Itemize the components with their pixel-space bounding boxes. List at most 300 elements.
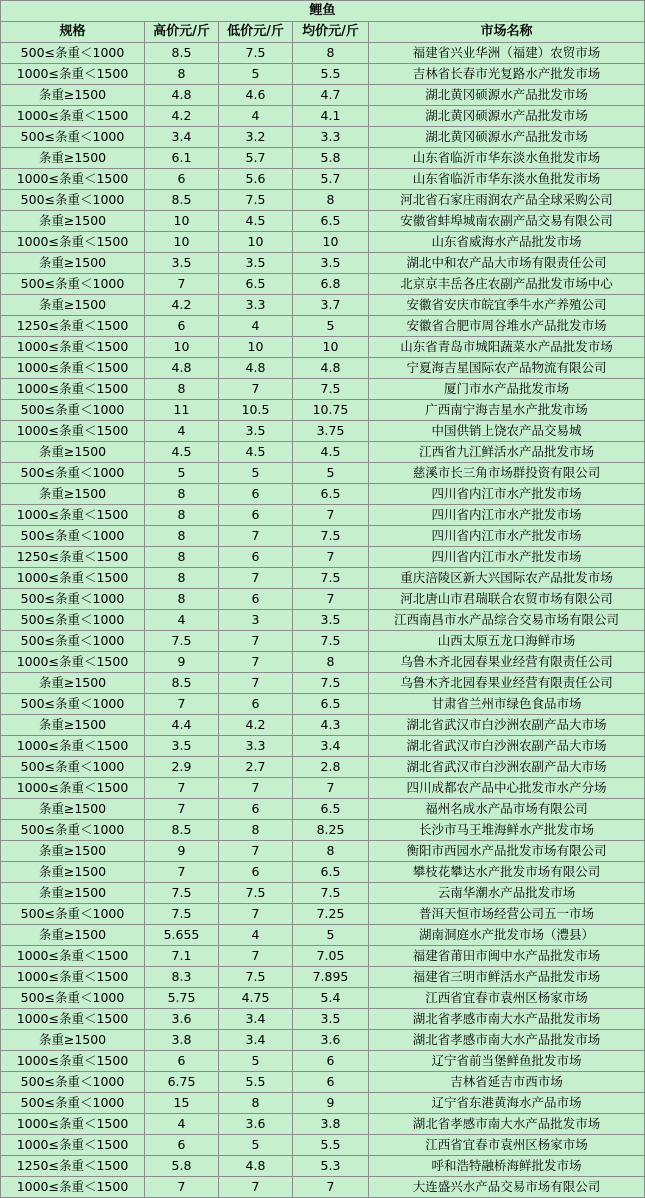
low-price-cell: 5 [219,1051,293,1072]
high-price-cell: 8 [145,568,219,589]
avg-price-cell: 7 [293,505,369,526]
high-price-cell: 8 [145,505,219,526]
avg-price-cell: 3.8 [293,1114,369,1135]
market-name-cell: 乌鲁木齐北园春果业经营有限责任公司 [369,673,645,694]
table-row [1,358,645,379]
avg-price-cell: 8 [293,841,369,862]
low-price-cell: 6 [219,505,293,526]
spec-cell: 500≤条重＜1000 [1,400,145,421]
low-price-cell: 7 [219,526,293,547]
market-name-cell: 山东省青岛市城阳蔬菜水产品批发市场 [369,337,645,358]
table-row [1,715,645,736]
avg-price-cell: 3.75 [293,421,369,442]
spec-cell: 500≤条重＜1000 [1,820,145,841]
low-price-cell: 4.8 [219,358,293,379]
high-price-cell: 8.3 [145,967,219,988]
market-name-cell: 湖南洞庭水产批发市场（澧县） [369,925,645,946]
high-price-cell: 8.5 [145,190,219,211]
avg-price-cell: 7 [293,1177,369,1198]
table-row [1,442,645,463]
low-price-cell: 2.7 [219,757,293,778]
header-row [1,22,645,43]
table-row [1,1051,645,1072]
low-price-cell: 7 [219,673,293,694]
avg-price-cell: 3.5 [293,1009,369,1030]
market-name-cell: 福建省兴业华洲（福建）农贸市场 [369,43,645,64]
spec-cell: 1000≤条重＜1500 [1,946,145,967]
market-name-cell: 湖北省孝感市南大水产品批发市场 [369,1030,645,1051]
spec-cell: 1000≤条重＜1500 [1,568,145,589]
avg-price-cell: 9 [293,1093,369,1114]
table-row [1,694,645,715]
high-price-cell: 8.5 [145,43,219,64]
low-price-cell: 3.5 [219,253,293,274]
table-row [1,337,645,358]
header-low-price: 低价元/斤 [219,22,293,43]
spec-cell: 1000≤条重＜1500 [1,505,145,526]
low-price-cell: 7.5 [219,967,293,988]
table-row [1,862,645,883]
market-name-cell: 四川省内江市水产批发市场 [369,484,645,505]
high-price-cell: 5.8 [145,1156,219,1177]
avg-price-cell: 10.75 [293,400,369,421]
low-price-cell: 7 [219,841,293,862]
header-high-price: 高价元/斤 [145,22,219,43]
table-row [1,652,645,673]
avg-price-cell: 6.8 [293,274,369,295]
avg-price-cell: 7.5 [293,883,369,904]
table-row [1,421,645,442]
low-price-cell: 3.2 [219,127,293,148]
spec-cell: 条重≥1500 [1,484,145,505]
avg-price-cell: 6 [293,1051,369,1072]
low-price-cell: 6.5 [219,274,293,295]
market-name-cell: 慈溪市长三角市场群投资有限公司 [369,463,645,484]
market-name-cell: 湖北黄冈硕源水产品批发市场 [369,85,645,106]
spec-cell: 1000≤条重＜1500 [1,421,145,442]
low-price-cell: 7 [219,631,293,652]
spec-cell: 500≤条重＜1000 [1,1072,145,1093]
high-price-cell: 8 [145,547,219,568]
market-name-cell: 厦门市水产品批发市场 [369,379,645,400]
low-price-cell: 7 [219,1177,293,1198]
market-name-cell: 宁夏海吉星国际农产品物流有限公司 [369,358,645,379]
high-price-cell: 4 [145,421,219,442]
low-price-cell: 8 [219,820,293,841]
avg-price-cell: 5 [293,925,369,946]
high-price-cell: 7 [145,799,219,820]
market-name-cell: 江西南昌市水产品综合交易市场有限公司 [369,610,645,631]
avg-price-cell: 6 [293,1072,369,1093]
market-name-cell: 安徽省蚌埠城南农副产品交易有限公司 [369,211,645,232]
table-row [1,64,645,85]
avg-price-cell: 10 [293,337,369,358]
low-price-cell: 5 [219,463,293,484]
market-name-cell: 吉林省延吉市西市场 [369,1072,645,1093]
spec-cell: 1250≤条重＜1500 [1,547,145,568]
spec-cell: 500≤条重＜1000 [1,1093,145,1114]
table-row [1,1009,645,1030]
low-price-cell: 3.4 [219,1030,293,1051]
spec-cell: 1000≤条重＜1500 [1,1114,145,1135]
spec-cell: 500≤条重＜1000 [1,463,145,484]
spec-cell: 条重≥1500 [1,799,145,820]
spec-cell: 1000≤条重＜1500 [1,1177,145,1198]
high-price-cell: 3.5 [145,253,219,274]
market-name-cell: 河北唐山市君瑞联合农贸市场有限公司 [369,589,645,610]
table-row [1,568,645,589]
spec-cell: 1000≤条重＜1500 [1,1135,145,1156]
market-name-cell: 四川省内江市水产批发市场 [369,505,645,526]
avg-price-cell: 5.7 [293,169,369,190]
spec-cell: 条重≥1500 [1,253,145,274]
avg-price-cell: 2.8 [293,757,369,778]
market-name-cell: 江西省宜春市袁州区杨家市场 [369,1135,645,1156]
market-name-cell: 山东省威海水产品批发市场 [369,232,645,253]
low-price-cell: 5.6 [219,169,293,190]
high-price-cell: 4.5 [145,442,219,463]
high-price-cell: 5.655 [145,925,219,946]
low-price-cell: 4.5 [219,442,293,463]
market-name-cell: 重庆涪陵区新大兴国际农产品批发市场 [369,568,645,589]
low-price-cell: 8 [219,1093,293,1114]
market-name-cell: 四川省内江市水产批发市场 [369,547,645,568]
avg-price-cell: 5.5 [293,64,369,85]
table-row [1,484,645,505]
table-row [1,43,645,64]
market-name-cell: 湖北省孝感市南大水产品批发市场 [369,1114,645,1135]
header-avg-price: 均价元/斤 [293,22,369,43]
market-name-cell: 辽宁省东港黄海水产品市场 [369,1093,645,1114]
spec-cell: 1250≤条重＜1500 [1,1156,145,1177]
market-name-cell: 广西南宁海吉星水产批发市场 [369,400,645,421]
avg-price-cell: 10 [293,232,369,253]
market-name-cell: 北京京丰岳各庄农副产品批发市场中心 [369,274,645,295]
low-price-cell: 6 [219,589,293,610]
table-row [1,400,645,421]
table-row [1,967,645,988]
avg-price-cell: 4.1 [293,106,369,127]
avg-price-cell: 7.895 [293,967,369,988]
avg-price-cell: 7 [293,589,369,610]
spec-cell: 条重≥1500 [1,85,145,106]
low-price-cell: 5.5 [219,1072,293,1093]
avg-price-cell: 8.25 [293,820,369,841]
low-price-cell: 7 [219,778,293,799]
high-price-cell: 4 [145,1114,219,1135]
high-price-cell: 7 [145,778,219,799]
table-row [1,631,645,652]
high-price-cell: 7.5 [145,904,219,925]
spec-cell: 500≤条重＜1000 [1,190,145,211]
spec-cell: 500≤条重＜1000 [1,757,145,778]
table-row [1,127,645,148]
market-name-cell: 湖北省武汉市白沙洲农副产品大市场 [369,757,645,778]
avg-price-cell: 3.7 [293,295,369,316]
market-name-cell: 湖北省武汉市白沙洲农副产品大市场 [369,715,645,736]
high-price-cell: 3.8 [145,1030,219,1051]
market-name-cell: 湖北中和农产品大市场有限责任公司 [369,253,645,274]
high-price-cell: 8 [145,64,219,85]
spec-cell: 500≤条重＜1000 [1,988,145,1009]
table-row [1,1177,645,1198]
low-price-cell: 5 [219,64,293,85]
avg-price-cell: 5.5 [293,1135,369,1156]
avg-price-cell: 7.5 [293,526,369,547]
high-price-cell: 7 [145,1177,219,1198]
high-price-cell: 4.8 [145,85,219,106]
market-name-cell: 云南华潮水产品批发市场 [369,883,645,904]
high-price-cell: 8 [145,526,219,547]
high-price-cell: 6 [145,1051,219,1072]
high-price-cell: 15 [145,1093,219,1114]
avg-price-cell: 7.25 [293,904,369,925]
table-row [1,673,645,694]
avg-price-cell: 7 [293,778,369,799]
high-price-cell: 6.75 [145,1072,219,1093]
spec-cell: 500≤条重＜1000 [1,43,145,64]
high-price-cell: 7.1 [145,946,219,967]
market-name-cell: 安徽省合肥市周谷堆水产品批发市场 [369,316,645,337]
spec-cell: 1000≤条重＜1500 [1,967,145,988]
spec-cell: 1250≤条重＜1500 [1,316,145,337]
table-body [1,43,645,1198]
high-price-cell: 3.5 [145,736,219,757]
market-name-cell: 衡阳市西园水产品批发市场有限公司 [369,841,645,862]
avg-price-cell: 4.3 [293,715,369,736]
avg-price-cell: 6.5 [293,694,369,715]
spec-cell: 1000≤条重＜1500 [1,778,145,799]
high-price-cell: 6.1 [145,148,219,169]
low-price-cell: 6 [219,484,293,505]
avg-price-cell: 5.8 [293,148,369,169]
avg-price-cell: 8 [293,43,369,64]
spec-cell: 1000≤条重＜1500 [1,232,145,253]
table-row [1,274,645,295]
market-name-cell: 湖北省武汉市白沙洲农副产品大市场 [369,736,645,757]
low-price-cell: 3.6 [219,1114,293,1135]
market-name-cell: 湖北省孝感市南大水产品批发市场 [369,1009,645,1030]
table-row [1,190,645,211]
low-price-cell: 10 [219,232,293,253]
high-price-cell: 10 [145,232,219,253]
spec-cell: 条重≥1500 [1,925,145,946]
high-price-cell: 7 [145,862,219,883]
low-price-cell: 4 [219,925,293,946]
spec-cell: 500≤条重＜1000 [1,127,145,148]
low-price-cell: 4.6 [219,85,293,106]
spec-cell: 1000≤条重＜1500 [1,1051,145,1072]
avg-price-cell: 7.5 [293,673,369,694]
table-row [1,379,645,400]
table-row [1,526,645,547]
market-name-cell: 湖北黄冈硕源水产品批发市场 [369,106,645,127]
low-price-cell: 5 [219,1135,293,1156]
spec-cell: 500≤条重＜1000 [1,631,145,652]
high-price-cell: 8.5 [145,820,219,841]
market-name-cell: 安徽省安庆市皖宜季牛水产养殖公司 [369,295,645,316]
low-price-cell: 10.5 [219,400,293,421]
high-price-cell: 3.4 [145,127,219,148]
table-row [1,841,645,862]
avg-price-cell: 5.4 [293,988,369,1009]
table-row [1,1093,645,1114]
table-row [1,610,645,631]
table-row [1,253,645,274]
market-name-cell: 乌鲁木齐北园春果业经营有限责任公司 [369,652,645,673]
high-price-cell: 10 [145,337,219,358]
spec-cell: 条重≥1500 [1,841,145,862]
table-row [1,106,645,127]
high-price-cell: 8.5 [145,673,219,694]
avg-price-cell: 4.8 [293,358,369,379]
table-row [1,1030,645,1051]
table-row [1,1114,645,1135]
high-price-cell: 6 [145,169,219,190]
high-price-cell: 3.6 [145,1009,219,1030]
high-price-cell: 8 [145,484,219,505]
avg-price-cell: 3.5 [293,253,369,274]
spec-cell: 1000≤条重＜1500 [1,1009,145,1030]
avg-price-cell: 6.5 [293,484,369,505]
avg-price-cell: 3.5 [293,610,369,631]
spec-cell: 条重≥1500 [1,442,145,463]
market-name-cell: 山东省临沂市华东淡水鱼批发市场 [369,169,645,190]
market-name-cell: 辽宁省前当堡鲜鱼批发市场 [369,1051,645,1072]
spec-cell: 条重≥1500 [1,715,145,736]
spec-cell: 500≤条重＜1000 [1,274,145,295]
low-price-cell: 6 [219,694,293,715]
spec-cell: 500≤条重＜1000 [1,694,145,715]
low-price-cell: 6 [219,547,293,568]
low-price-cell: 6 [219,799,293,820]
spec-cell: 1000≤条重＜1500 [1,64,145,85]
high-price-cell: 6 [145,316,219,337]
spec-cell: 条重≥1500 [1,211,145,232]
market-name-cell: 中国供销上饶农产品交易城 [369,421,645,442]
table-row [1,988,645,1009]
high-price-cell: 7 [145,274,219,295]
table-row [1,883,645,904]
low-price-cell: 3.3 [219,736,293,757]
high-price-cell: 4 [145,610,219,631]
low-price-cell: 7 [219,568,293,589]
spec-cell: 500≤条重＜1000 [1,526,145,547]
spec-cell: 1000≤条重＜1500 [1,736,145,757]
high-price-cell: 11 [145,400,219,421]
avg-price-cell: 7.5 [293,379,369,400]
spec-cell: 条重≥1500 [1,883,145,904]
table-row [1,799,645,820]
table-row [1,589,645,610]
low-price-cell: 3 [219,610,293,631]
high-price-cell: 8 [145,379,219,400]
market-name-cell: 福州名成水产品市场有限公司 [369,799,645,820]
table-row [1,904,645,925]
table-row [1,736,645,757]
avg-price-cell: 7 [293,547,369,568]
high-price-cell: 8 [145,589,219,610]
market-name-cell: 福建省三明市鲜活水产品批发市场 [369,967,645,988]
avg-price-cell: 8 [293,652,369,673]
high-price-cell: 2.9 [145,757,219,778]
low-price-cell: 7.5 [219,43,293,64]
avg-price-cell: 5 [293,316,369,337]
market-name-cell: 四川成都农产品中心批发市水产分场 [369,778,645,799]
table-row [1,85,645,106]
market-name-cell: 山东省临沂市华东淡水鱼批发市场 [369,148,645,169]
low-price-cell: 4.2 [219,715,293,736]
high-price-cell: 5.75 [145,988,219,1009]
low-price-cell: 7 [219,946,293,967]
table-row [1,148,645,169]
avg-price-cell: 6.5 [293,799,369,820]
table-row [1,169,645,190]
avg-price-cell: 5.3 [293,1156,369,1177]
table-row [1,211,645,232]
high-price-cell: 7.5 [145,883,219,904]
low-price-cell: 7.5 [219,190,293,211]
spec-cell: 条重≥1500 [1,148,145,169]
high-price-cell: 7 [145,694,219,715]
spec-cell: 条重≥1500 [1,673,145,694]
low-price-cell: 10 [219,337,293,358]
avg-price-cell: 3.4 [293,736,369,757]
avg-price-cell: 8 [293,190,369,211]
high-price-cell: 7.5 [145,631,219,652]
spec-cell: 500≤条重＜1000 [1,589,145,610]
spec-cell: 1000≤条重＜1500 [1,379,145,400]
table-row [1,316,645,337]
spec-cell: 1000≤条重＜1500 [1,169,145,190]
avg-price-cell: 5 [293,463,369,484]
low-price-cell: 6 [219,862,293,883]
low-price-cell: 4 [219,106,293,127]
spec-cell: 条重≥1500 [1,295,145,316]
low-price-cell: 3.4 [219,1009,293,1030]
low-price-cell: 5.7 [219,148,293,169]
table-row [1,463,645,484]
spec-cell: 1000≤条重＜1500 [1,106,145,127]
low-price-cell: 7 [219,652,293,673]
market-name-cell: 江西省宜春市袁州区杨家市场 [369,988,645,1009]
low-price-cell: 7 [219,379,293,400]
avg-price-cell: 7.5 [293,568,369,589]
avg-price-cell: 4.7 [293,85,369,106]
spec-cell: 条重≥1500 [1,862,145,883]
high-price-cell: 9 [145,652,219,673]
table-row [1,232,645,253]
low-price-cell: 4 [219,316,293,337]
market-name-cell: 呼和浩特融桥海鲜批发市场 [369,1156,645,1177]
low-price-cell: 3.3 [219,295,293,316]
table-row [1,505,645,526]
table-row [1,757,645,778]
high-price-cell: 4.4 [145,715,219,736]
header-spec: 规格 [1,22,145,43]
avg-price-cell: 6.5 [293,862,369,883]
market-name-cell: 长沙市马王堆海鲜水产批发市场 [369,820,645,841]
high-price-cell: 4.2 [145,106,219,127]
high-price-cell: 9 [145,841,219,862]
market-name-cell: 普洱天恒市场经营公司五一市场 [369,904,645,925]
avg-price-cell: 7.05 [293,946,369,967]
market-name-cell: 湖北黄冈硕源水产品批发市场 [369,127,645,148]
table-row [1,778,645,799]
table-row [1,1072,645,1093]
table-row [1,547,645,568]
low-price-cell: 4.5 [219,211,293,232]
